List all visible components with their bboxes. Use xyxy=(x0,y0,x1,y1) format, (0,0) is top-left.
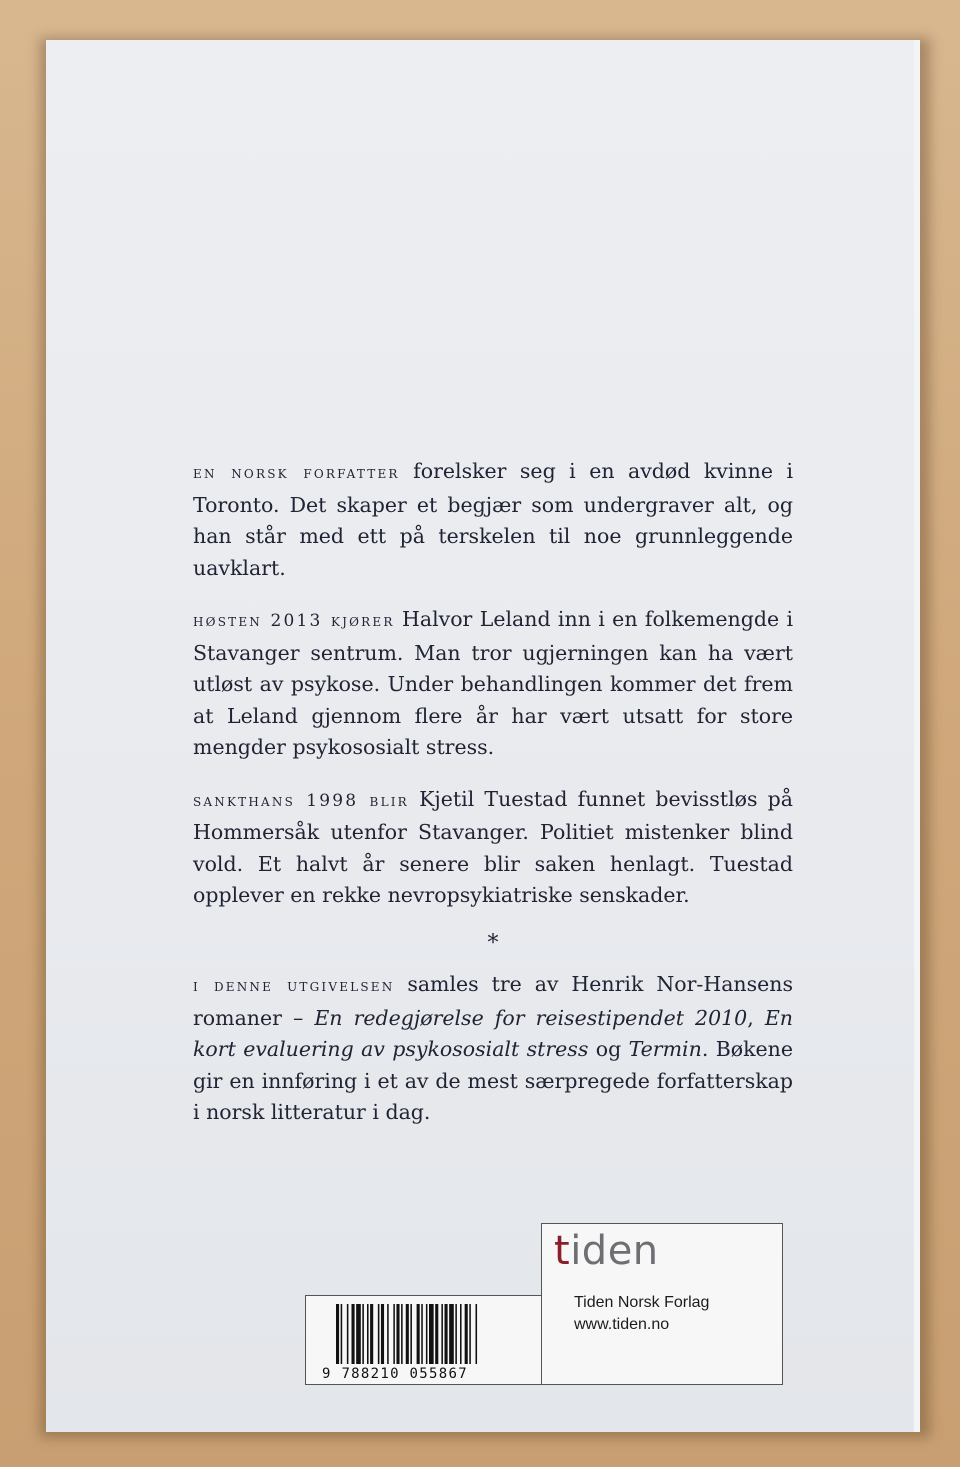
barcode-bar xyxy=(341,1304,343,1364)
barcode-bar xyxy=(378,1304,380,1364)
blurb-paragraph-3 xyxy=(193,784,793,912)
logo-letter-t: t xyxy=(554,1228,571,1274)
barcode-bar xyxy=(347,1304,349,1364)
paragraph-lead: i denne utgivelsen xyxy=(193,976,395,996)
barcode-bar xyxy=(426,1304,428,1364)
publisher-name: Tiden Norsk Forlag xyxy=(574,1294,710,1311)
blurb-paragraph-4 xyxy=(193,969,793,1129)
publisher-url: www.tiden.no xyxy=(574,1316,670,1333)
barcode-bar xyxy=(455,1304,457,1364)
barcode-bar xyxy=(362,1304,364,1364)
blurb-paragraph-1 xyxy=(193,456,793,584)
barcode-bar xyxy=(449,1304,454,1364)
barcode-bar xyxy=(460,1304,462,1364)
novel-title-1: En redegjørelse for reisestipendet 2010 xyxy=(314,1005,748,1030)
section-separator: * xyxy=(487,930,499,956)
barcode-bar xyxy=(476,1304,478,1364)
barcode-bar xyxy=(393,1304,395,1364)
barcode-bar xyxy=(429,1304,434,1364)
barcode-icon xyxy=(336,1304,536,1364)
barcode-bar xyxy=(410,1304,412,1364)
paragraph-lead: en norsk forfatter xyxy=(193,463,400,483)
barcode-bar xyxy=(370,1304,373,1364)
barcode-bar xyxy=(396,1304,399,1364)
barcode-bar xyxy=(387,1304,389,1364)
barcode-bar xyxy=(421,1304,423,1364)
barcode-label xyxy=(305,1295,545,1385)
barcode-bar xyxy=(367,1304,369,1364)
barcode-bar xyxy=(469,1304,471,1364)
publisher-logo xyxy=(554,1228,659,1274)
barcode-bar xyxy=(336,1304,339,1364)
barcode-bar xyxy=(356,1304,361,1364)
publisher-label xyxy=(541,1223,783,1385)
barcode-bar xyxy=(352,1304,355,1364)
blurb-paragraph-2 xyxy=(193,604,793,764)
paragraph-lead: høsten 2013 kjører xyxy=(193,611,395,631)
book-back-cover xyxy=(46,40,920,1432)
barcode-bar xyxy=(381,1304,384,1364)
barcode-bar xyxy=(417,1304,420,1364)
logo-rest: iden xyxy=(570,1228,659,1274)
barcode-bar xyxy=(465,1304,468,1364)
novel-title-3: Termin xyxy=(628,1037,702,1061)
barcode-bar xyxy=(401,1304,403,1364)
paragraph-body: , xyxy=(747,1005,765,1030)
paragraph-body: . Bøkene gir en innføring i et av de mest særpregede forfatterskap i norsk litteratur i dag. xyxy=(193,1037,794,1124)
paragraph-body: samles tre av Henrik Nor-Hansens romaner – xyxy=(193,972,793,1030)
barcode-bar xyxy=(441,1304,443,1364)
paragraph-body: Halvor Leland inn i en folkemengde i Stavanger sentrum. Man tror ugjerningen kan ha vært utløst av psykose. Under behandlingen kommer det frem at Leland gjennom flere år har vært utsatt for store mengder psykososialt stress. xyxy=(193,607,793,759)
paragraph-lead: sankthans 1998 blir xyxy=(193,790,409,811)
barcode-bar xyxy=(435,1304,438,1364)
barcode-bar xyxy=(445,1304,448,1364)
isbn-number: 9 788210 055867 xyxy=(322,1366,468,1382)
blurb-text xyxy=(193,456,793,1149)
novel-title-2: En kort evaluering av psykososialt stress xyxy=(193,1005,793,1061)
barcode-bar xyxy=(406,1304,409,1364)
paragraph-body: Kjetil Tuestad funnet bevisstløs på Hommersåk utenfor Stavanger. Politiet mistenker blind vold. Et halvt år senere blir saken henlagt. Tuestad opplever en rekke nevropsykiatriske senskader. xyxy=(193,786,793,907)
paragraph-body: forelsker seg i en avdød kvinne i Toronto. Det skaper et begjær som undergraver alt, og han står med ett på terskelen til noe grunnleggende uavklart. xyxy=(193,459,793,580)
paragraph-body: og xyxy=(588,1037,629,1061)
